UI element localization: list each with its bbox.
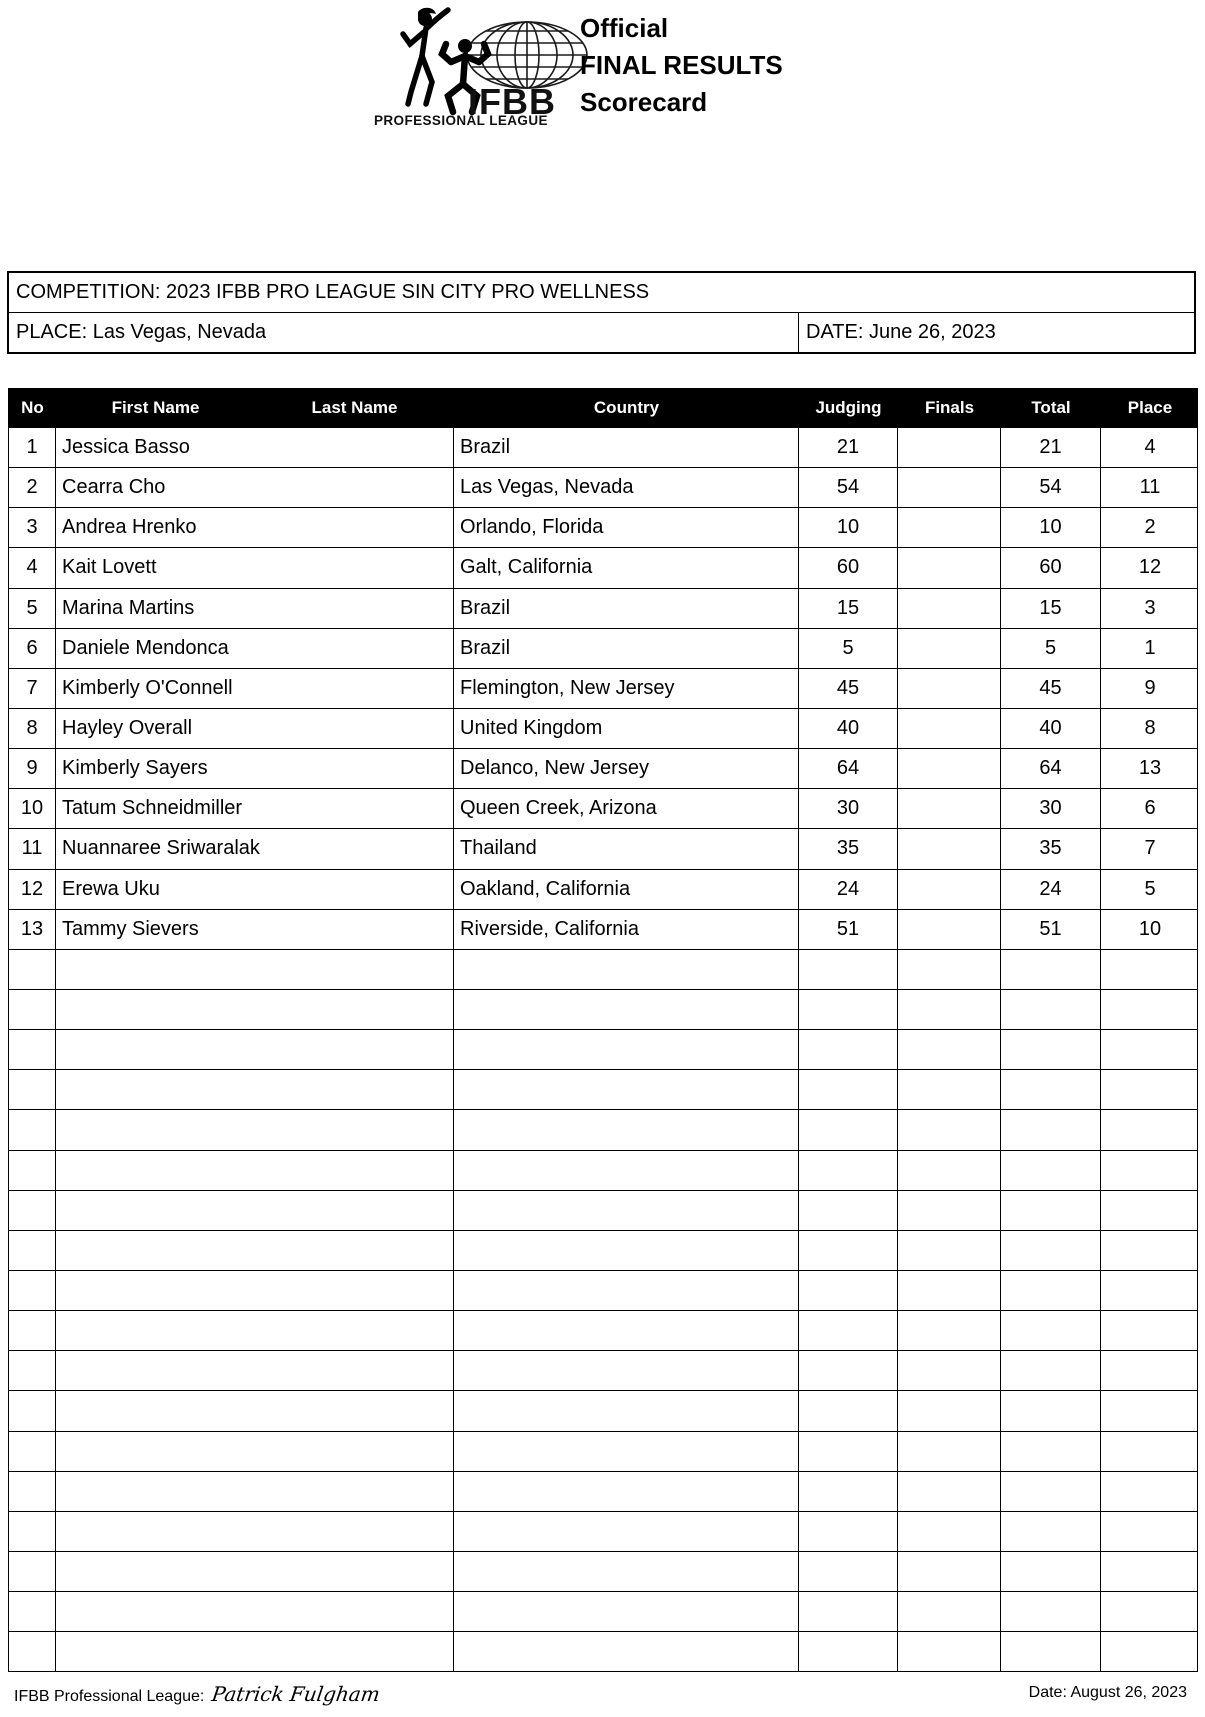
cell-no: 2: [9, 468, 56, 507]
cell-finals: [898, 508, 1001, 547]
cell-total: [1001, 1391, 1101, 1430]
cell-judging: [799, 1311, 898, 1350]
cell-name: Jessica Basso: [56, 428, 454, 467]
cell-judging: 51: [799, 910, 898, 949]
cell-no: [9, 1191, 56, 1230]
cell-place: 3: [1144, 596, 1156, 619]
cell-total: 64: [1001, 749, 1101, 788]
cell-judging: 60: [799, 548, 898, 587]
cell-total: 5: [1001, 629, 1101, 668]
cell-finals: [898, 829, 1001, 868]
cell-total: [1001, 1070, 1101, 1109]
table-row: [9, 1391, 1197, 1431]
column-header-place: Place: [1127, 398, 1173, 417]
cell-no: [9, 1512, 56, 1551]
cell-finals: [898, 669, 1001, 708]
cell-place: 12: [1138, 556, 1162, 579]
cell-total: [1001, 1632, 1101, 1671]
male-head: [458, 39, 472, 53]
cell-name: [56, 1592, 454, 1631]
table-row: [9, 1110, 1197, 1150]
cell-country: Thailand: [454, 829, 799, 868]
table-row: [9, 870, 1197, 910]
cell-country: [454, 1632, 799, 1671]
table-row: [9, 950, 1197, 990]
cell-total: [1001, 1151, 1101, 1190]
cell-finals: [898, 1472, 1001, 1511]
cell-place: 2: [1144, 516, 1156, 539]
table-row: [9, 1030, 1197, 1070]
cell-no: 3: [9, 508, 56, 547]
cell-place: 8: [1144, 717, 1156, 740]
cell-country: Delanco, New Jersey: [454, 749, 799, 788]
cell-finals: [898, 789, 1001, 828]
table-row: [9, 1592, 1197, 1632]
cell-no: 12: [9, 870, 56, 909]
cell-finals: [898, 1110, 1001, 1149]
cell-place: [1101, 1391, 1199, 1430]
cell-no: [9, 1231, 56, 1270]
cell-finals: [898, 1592, 1001, 1631]
cell-finals: [898, 468, 1001, 507]
cell-place: 10: [1138, 917, 1162, 940]
cell-place: 6: [1144, 797, 1156, 820]
cell-place: 11: [1139, 476, 1161, 499]
cell-judging: [799, 1432, 898, 1471]
cell-total: 40: [1001, 709, 1101, 748]
cell-no: 8: [9, 709, 56, 748]
cell-place: [1101, 1231, 1199, 1270]
table-row: [9, 548, 1197, 588]
cell-place: [1101, 1070, 1199, 1109]
signature-text: Patrick Fulgham: [210, 1682, 382, 1706]
ifbb-logo: [372, 4, 592, 126]
footer: [0, 1676, 1205, 1712]
cell-place: [1101, 1632, 1199, 1671]
table-row: [9, 1632, 1197, 1671]
table-row: [9, 990, 1197, 1030]
cell-place: [1101, 1351, 1199, 1390]
cell-finals: [898, 1351, 1001, 1390]
table-row: [9, 1432, 1197, 1472]
cell-country: [454, 1552, 799, 1591]
place-cell: [9, 313, 799, 352]
cell-place: 1: [1144, 636, 1156, 659]
cell-no: [9, 1311, 56, 1350]
column-header-name-group: [56, 389, 454, 427]
cell-total: [1001, 1030, 1101, 1069]
column-header-total: Total: [1031, 398, 1071, 417]
cell-no: [9, 1110, 56, 1149]
column-header-no: No: [21, 398, 44, 417]
cell-country: [454, 1271, 799, 1310]
cell-name: Kimberly Sayers: [56, 749, 454, 788]
cell-place: [1101, 950, 1199, 989]
cell-name: [56, 1311, 454, 1350]
cell-total: [1001, 1432, 1101, 1471]
cell-total: 10: [1001, 508, 1101, 547]
cell-finals: [898, 629, 1001, 668]
cell-name: [56, 950, 454, 989]
column-header-country: Country: [593, 398, 660, 417]
cell-place: [1101, 1311, 1199, 1350]
table-row: [9, 789, 1197, 829]
cell-judging: 40: [799, 709, 898, 748]
cell-name: [56, 1552, 454, 1591]
title-line-final-results: FINAL RESULTS: [580, 50, 783, 80]
cell-country: [454, 1472, 799, 1511]
cell-name: Marina Martins: [56, 589, 454, 628]
cell-no: [9, 1070, 56, 1109]
cell-no: [9, 1472, 56, 1511]
cell-finals: [898, 589, 1001, 628]
cell-total: [1001, 1472, 1101, 1511]
cell-finals: [898, 548, 1001, 587]
cell-name: [56, 1351, 454, 1390]
table-row: [9, 1070, 1197, 1110]
cell-finals: [898, 1191, 1001, 1230]
cell-finals: [898, 428, 1001, 467]
cell-country: United Kingdom: [454, 709, 799, 748]
cell-no: 4: [9, 548, 56, 587]
footer-signature-block: [14, 1682, 380, 1706]
cell-no: [9, 1151, 56, 1190]
cell-total: 30: [1001, 789, 1101, 828]
footer-date: Date: August 26, 2023: [1028, 1684, 1187, 1701]
cell-judging: 24: [799, 870, 898, 909]
cell-country: Oakland, California: [454, 870, 799, 909]
cell-judging: [799, 1351, 898, 1390]
cell-finals: [898, 1151, 1001, 1190]
cell-total: 60: [1001, 548, 1101, 587]
cell-total: 15: [1001, 589, 1101, 628]
cell-judging: [799, 1512, 898, 1551]
cell-no: [9, 1271, 56, 1310]
date-cell: [799, 313, 1194, 352]
cell-name: [56, 1030, 454, 1069]
cell-judging: [799, 1070, 898, 1109]
column-header-judging: Judging: [815, 398, 882, 417]
cell-no: 13: [9, 910, 56, 949]
cell-judging: [799, 950, 898, 989]
competition-label: COMPETITION: 2023 IFBB PRO LEAGUE SIN CITY PRO WELLNESS: [16, 281, 650, 303]
cell-finals: [898, 1632, 1001, 1671]
cell-name: Daniele Mendonca: [56, 629, 454, 668]
table-row: [9, 910, 1197, 950]
cell-place: [1101, 1030, 1199, 1069]
cell-place: 13: [1138, 757, 1162, 780]
place-date-row: [9, 313, 1194, 352]
cell-total: 21: [1001, 428, 1101, 467]
results-table-body: [9, 428, 1197, 1671]
cell-place: [1101, 1512, 1199, 1551]
table-row: [9, 1231, 1197, 1271]
ifbb-logo-graphic: [372, 4, 592, 126]
cell-total: 45: [1001, 669, 1101, 708]
cell-total: [1001, 1311, 1101, 1350]
cell-country: [454, 1311, 799, 1350]
cell-country: Riverside, California: [454, 910, 799, 949]
cell-total: [1001, 1351, 1101, 1390]
cell-place: 9: [1144, 676, 1156, 699]
table-row: [9, 749, 1197, 789]
cell-no: 6: [9, 629, 56, 668]
cell-country: Queen Creek, Arizona: [454, 789, 799, 828]
cell-total: 35: [1001, 829, 1101, 868]
cell-place: [1101, 1271, 1199, 1310]
cell-total: [1001, 1231, 1101, 1270]
cell-judging: 15: [799, 589, 898, 628]
cell-judging: [799, 1231, 898, 1270]
cell-finals: [898, 950, 1001, 989]
table-row: [9, 1351, 1197, 1391]
cell-judging: [799, 1391, 898, 1430]
cell-judging: 35: [799, 829, 898, 868]
cell-judging: 5: [799, 629, 898, 668]
column-header-last-name: Last Name: [311, 398, 398, 417]
cell-place: [1101, 1191, 1199, 1230]
cell-judging: 10: [799, 508, 898, 547]
cell-finals: [898, 1552, 1001, 1591]
cell-no: 9: [9, 749, 56, 788]
cell-country: Las Vegas, Nevada: [454, 468, 799, 507]
cell-country: [454, 1231, 799, 1270]
cell-country: [454, 1110, 799, 1149]
results-table-header: [9, 389, 1197, 428]
cell-place: [1101, 1110, 1199, 1149]
cell-judging: 21: [799, 428, 898, 467]
cell-no: 5: [9, 589, 56, 628]
cell-country: [454, 1432, 799, 1471]
cell-country: [454, 990, 799, 1029]
cell-name: [56, 1472, 454, 1511]
cell-country: [454, 1070, 799, 1109]
title-line-official: Official: [580, 13, 669, 43]
cell-place: 7: [1144, 837, 1156, 860]
cell-finals: [898, 910, 1001, 949]
cell-name: Kimberly O'Connell: [56, 669, 454, 708]
table-row: [9, 589, 1197, 629]
cell-no: [9, 1351, 56, 1390]
cell-no: 1: [9, 428, 56, 467]
cell-country: Brazil: [454, 428, 799, 467]
cell-name: Tammy Sievers: [56, 910, 454, 949]
cell-country: Orlando, Florida: [454, 508, 799, 547]
cell-place: [1101, 1592, 1199, 1631]
cell-name: Hayley Overall: [56, 709, 454, 748]
cell-country: [454, 1191, 799, 1230]
table-row: [9, 1472, 1197, 1512]
cell-country: Brazil: [454, 629, 799, 668]
cell-place: [1101, 1432, 1199, 1471]
cell-judging: [799, 1632, 898, 1671]
cell-name: Nuannaree Sriwaralak: [56, 829, 454, 868]
cell-judging: [799, 1472, 898, 1511]
cell-finals: [898, 870, 1001, 909]
cell-name: [56, 1110, 454, 1149]
cell-no: [9, 1432, 56, 1471]
cell-judging: [799, 1271, 898, 1310]
cell-finals: [898, 1391, 1001, 1430]
table-row: [9, 428, 1197, 468]
cell-no: 11: [9, 829, 56, 868]
cell-judging: [799, 1552, 898, 1591]
cell-place: 5: [1144, 877, 1156, 900]
cell-name: [56, 1632, 454, 1671]
date-label: DATE: June 26, 2023: [806, 321, 996, 343]
cell-place: 4: [1144, 436, 1156, 459]
cell-country: [454, 1151, 799, 1190]
ifbb-wordmark-subtitle: PROFESSIONAL LEAGUE: [374, 113, 548, 126]
cell-total: [1001, 990, 1101, 1029]
cell-name: [56, 1231, 454, 1270]
cell-finals: [898, 1030, 1001, 1069]
cell-finals: [898, 990, 1001, 1029]
table-row: [9, 709, 1197, 749]
cell-no: [9, 1632, 56, 1671]
cell-name: Andrea Hrenko: [56, 508, 454, 547]
cell-judging: [799, 1191, 898, 1230]
cell-finals: [898, 1311, 1001, 1350]
cell-no: [9, 990, 56, 1029]
cell-judging: [799, 990, 898, 1029]
cell-name: [56, 1512, 454, 1551]
place-label: PLACE: Las Vegas, Nevada: [16, 321, 267, 343]
document-title: [580, 10, 783, 121]
cell-total: 24: [1001, 870, 1101, 909]
cell-total: [1001, 1110, 1101, 1149]
cell-country: [454, 1592, 799, 1631]
cell-judging: 30: [799, 789, 898, 828]
cell-finals: [898, 1271, 1001, 1310]
cell-judging: [799, 1110, 898, 1149]
cell-name: Kait Lovett: [56, 548, 454, 587]
cell-place: [1101, 1151, 1199, 1190]
table-row: [9, 1552, 1197, 1592]
results-table: [8, 388, 1198, 1672]
cell-judging: [799, 1030, 898, 1069]
competition-row: [9, 273, 1194, 313]
cell-no: [9, 1552, 56, 1591]
cell-name: Erewa Uku: [56, 870, 454, 909]
cell-name: [56, 1191, 454, 1230]
column-header-finals: Finals: [924, 398, 975, 417]
cell-finals: [898, 1231, 1001, 1270]
cell-place: [1101, 1472, 1199, 1511]
cell-name: [56, 1271, 454, 1310]
cell-place: [1101, 1552, 1199, 1591]
cell-no: 7: [9, 669, 56, 708]
cell-finals: [898, 1512, 1001, 1551]
cell-no: [9, 1030, 56, 1069]
cell-finals: [898, 1432, 1001, 1471]
cell-country: [454, 1351, 799, 1390]
cell-judging: [799, 1592, 898, 1631]
cell-judging: 54: [799, 468, 898, 507]
cell-name: Cearra Cho: [56, 468, 454, 507]
cell-no: 10: [9, 789, 56, 828]
title-line-scorecard: Scorecard: [580, 87, 708, 117]
cell-no: [9, 950, 56, 989]
cell-name: [56, 1432, 454, 1471]
cell-country: [454, 1030, 799, 1069]
cell-judging: [799, 1151, 898, 1190]
table-row: [9, 669, 1197, 709]
league-label: IFBB Professional League:: [14, 1688, 205, 1705]
table-row: [9, 1271, 1197, 1311]
cell-total: [1001, 1552, 1101, 1591]
cell-name: [56, 1391, 454, 1430]
cell-total: [1001, 950, 1101, 989]
table-row: [9, 1191, 1197, 1231]
cell-judging: 45: [799, 669, 898, 708]
cell-country: [454, 1512, 799, 1551]
cell-judging: 64: [799, 749, 898, 788]
cell-total: [1001, 1191, 1101, 1230]
cell-finals: [898, 1070, 1001, 1109]
cell-total: 51: [1001, 910, 1101, 949]
cell-finals: [898, 709, 1001, 748]
cell-country: [454, 1391, 799, 1430]
cell-no: [9, 1592, 56, 1631]
table-row: [9, 508, 1197, 548]
cell-total: [1001, 1592, 1101, 1631]
cell-country: Galt, California: [454, 548, 799, 587]
cell-country: [454, 950, 799, 989]
cell-country: Brazil: [454, 589, 799, 628]
cell-name: [56, 990, 454, 1029]
cell-finals: [898, 749, 1001, 788]
table-row: [9, 1512, 1197, 1552]
cell-name: Tatum Schneidmiller: [56, 789, 454, 828]
cell-no: [9, 1391, 56, 1430]
table-row: [9, 468, 1197, 508]
cell-total: [1001, 1512, 1101, 1551]
cell-country: Flemington, New Jersey: [454, 669, 799, 708]
table-row: [9, 829, 1197, 869]
ifbb-wordmark: IFBB: [468, 81, 556, 122]
column-header-first-name: First Name: [111, 398, 200, 417]
cell-name: [56, 1151, 454, 1190]
table-row: [9, 629, 1197, 669]
cell-total: 54: [1001, 468, 1101, 507]
cell-total: [1001, 1271, 1101, 1310]
table-row: [9, 1311, 1197, 1351]
cell-place: [1101, 990, 1199, 1029]
cell-name: [56, 1070, 454, 1109]
competition-info-table: [7, 271, 1196, 354]
table-row: [9, 1151, 1197, 1191]
